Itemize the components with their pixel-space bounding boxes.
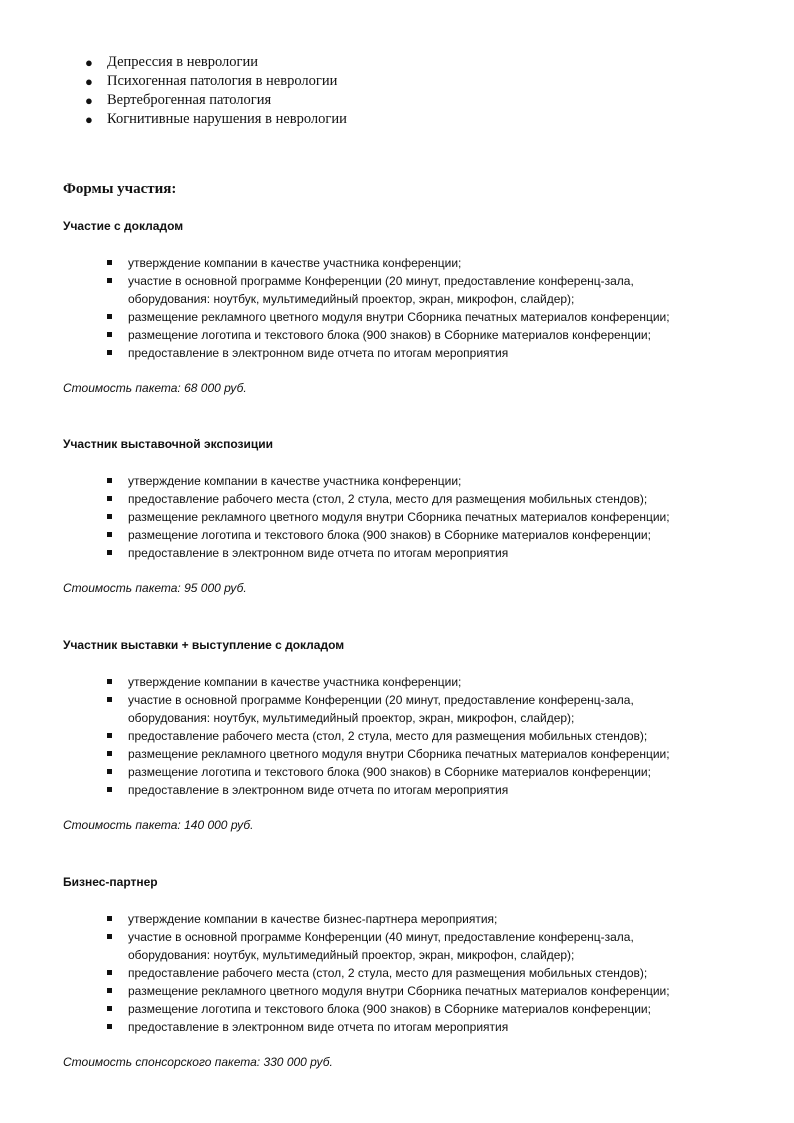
list-item	[105, 272, 743, 308]
square-bullet-icon	[107, 550, 112, 555]
square-bullet-icon	[107, 514, 112, 519]
item-text: участие в основной программе Конференции (40 минут, предоставление конференц-зала, оборудования: ноутбук, мультимедийный проектор, экран, микрофон, слайдер);	[128, 930, 634, 962]
item-text: участие в основной программе Конференции (20 минут, предоставление конференц-зала, оборудования: ноутбук, мультимедийный проектор, экран, микрофон, слайдер);	[128, 274, 634, 306]
square-bullet-icon	[107, 787, 112, 792]
package-price: Стоимость пакета: 140 000 руб.	[63, 818, 254, 832]
item-text: предоставление в электронном виде отчета по итогам мероприятия	[128, 546, 509, 560]
topic-label: Вертеброгенная патология	[107, 92, 272, 108]
list-item	[105, 673, 743, 691]
item-text: размещение рекламного цветного модуля внутри Сборника печатных материалов конференции;	[128, 984, 670, 998]
list-item	[105, 472, 743, 490]
square-bullet-icon	[107, 260, 112, 265]
square-bullet-icon	[107, 496, 112, 501]
square-bullet-icon	[107, 332, 112, 337]
item-text: предоставление рабочего места (стол, 2 стула, место для размещения мобильных стендов);	[128, 729, 648, 743]
list-item	[105, 526, 743, 544]
item-text: предоставление рабочего места (стол, 2 стула, место для размещения мобильных стендов);	[128, 492, 648, 506]
item-text: размещение рекламного цветного модуля внутри Сборника печатных материалов конференции;	[128, 310, 670, 324]
list-item	[85, 72, 347, 91]
package-exhibition-speaker	[63, 637, 743, 833]
package-exhibition	[63, 436, 743, 596]
list-item	[105, 910, 743, 928]
list-item	[85, 53, 347, 72]
package-items	[63, 472, 743, 562]
square-bullet-icon	[107, 769, 112, 774]
item-text: размещение логотипа и текстового блока (900 знаков) в Сборнике материалов конференции;	[128, 765, 651, 779]
list-item	[105, 727, 743, 745]
bullet-icon: ●	[85, 55, 93, 70]
package-items	[63, 673, 743, 799]
list-item	[85, 91, 347, 110]
list-item	[105, 781, 743, 799]
topic-label: Когнитивные нарушения в неврологии	[107, 111, 347, 127]
square-bullet-icon	[107, 1006, 112, 1011]
square-bullet-icon	[107, 1024, 112, 1029]
list-item	[105, 326, 743, 344]
item-text: размещение логотипа и текстового блока (900 знаков) в Сборнике материалов конференции;	[128, 1002, 651, 1016]
bullet-icon: ●	[85, 74, 93, 89]
list-item	[105, 490, 743, 508]
bullet-icon: ●	[85, 112, 93, 127]
item-text: размещение рекламного цветного модуля внутри Сборника печатных материалов конференции;	[128, 510, 670, 524]
package-business-partner	[63, 874, 743, 1070]
item-text: утверждение компании в качестве участника конференции;	[128, 256, 462, 270]
package-title: Участник выставочной экспозиции	[63, 437, 274, 451]
square-bullet-icon	[107, 350, 112, 355]
bullet-icon: ●	[85, 93, 93, 108]
item-text: размещение логотипа и текстового блока (900 знаков) в Сборнике материалов конференции;	[128, 528, 651, 542]
list-item	[105, 928, 743, 964]
item-text: утверждение компании в качестве участника конференции;	[128, 675, 462, 689]
list-item	[85, 110, 347, 129]
square-bullet-icon	[107, 532, 112, 537]
package-price: Стоимость пакета: 95 000 руб.	[63, 581, 247, 595]
package-price: Стоимость спонсорского пакета: 330 000 руб.	[63, 1055, 333, 1069]
item-text: утверждение компании в качестве бизнес-партнера мероприятия;	[128, 912, 498, 926]
list-item	[105, 1018, 743, 1036]
list-item	[105, 982, 743, 1000]
item-text: участие в основной программе Конференции (20 минут, предоставление конференц-зала, оборудования: ноутбук, мультимедийный проектор, экран, микрофон, слайдер);	[128, 693, 634, 725]
list-item	[105, 745, 743, 763]
item-text: предоставление в электронном виде отчета по итогам мероприятия	[128, 1020, 509, 1034]
item-text: размещение рекламного цветного модуля внутри Сборника печатных материалов конференции;	[128, 747, 670, 761]
package-items	[63, 254, 743, 362]
square-bullet-icon	[107, 751, 112, 756]
square-bullet-icon	[107, 478, 112, 483]
list-item	[105, 254, 743, 272]
square-bullet-icon	[107, 733, 112, 738]
list-item	[105, 964, 743, 982]
list-item	[105, 1000, 743, 1018]
list-item	[105, 763, 743, 781]
topic-list	[85, 53, 347, 129]
square-bullet-icon	[107, 278, 112, 283]
package-title: Бизнес-партнер	[63, 875, 158, 889]
list-item	[105, 544, 743, 562]
item-text: утверждение компании в качестве участника конференции;	[128, 474, 462, 488]
list-item	[105, 508, 743, 526]
package-items	[63, 910, 743, 1036]
forms-title: Формы участия:	[63, 181, 177, 197]
topic-label: Депрессия в неврологии	[107, 54, 259, 70]
item-text: размещение логотипа и текстового блока (900 знаков) в Сборнике материалов конференции;	[128, 328, 651, 342]
item-text: предоставление рабочего места (стол, 2 стула, место для размещения мобильных стендов);	[128, 966, 648, 980]
package-title: Участие с докладом	[63, 219, 184, 233]
topic-label: Психогенная патология в неврологии	[107, 73, 338, 89]
square-bullet-icon	[107, 970, 112, 975]
package-title: Участник выставки + выступление с докладом	[63, 638, 345, 652]
square-bullet-icon	[107, 934, 112, 939]
package-speaker	[63, 218, 743, 396]
square-bullet-icon	[107, 988, 112, 993]
list-item	[105, 308, 743, 326]
item-text: предоставление в электронном виде отчета по итогам мероприятия	[128, 346, 509, 360]
package-price: Стоимость пакета: 68 000 руб.	[63, 381, 247, 395]
item-text: предоставление в электронном виде отчета по итогам мероприятия	[128, 783, 509, 797]
square-bullet-icon	[107, 916, 112, 921]
list-item	[105, 344, 743, 362]
square-bullet-icon	[107, 679, 112, 684]
square-bullet-icon	[107, 314, 112, 319]
list-item	[105, 691, 743, 727]
square-bullet-icon	[107, 697, 112, 702]
